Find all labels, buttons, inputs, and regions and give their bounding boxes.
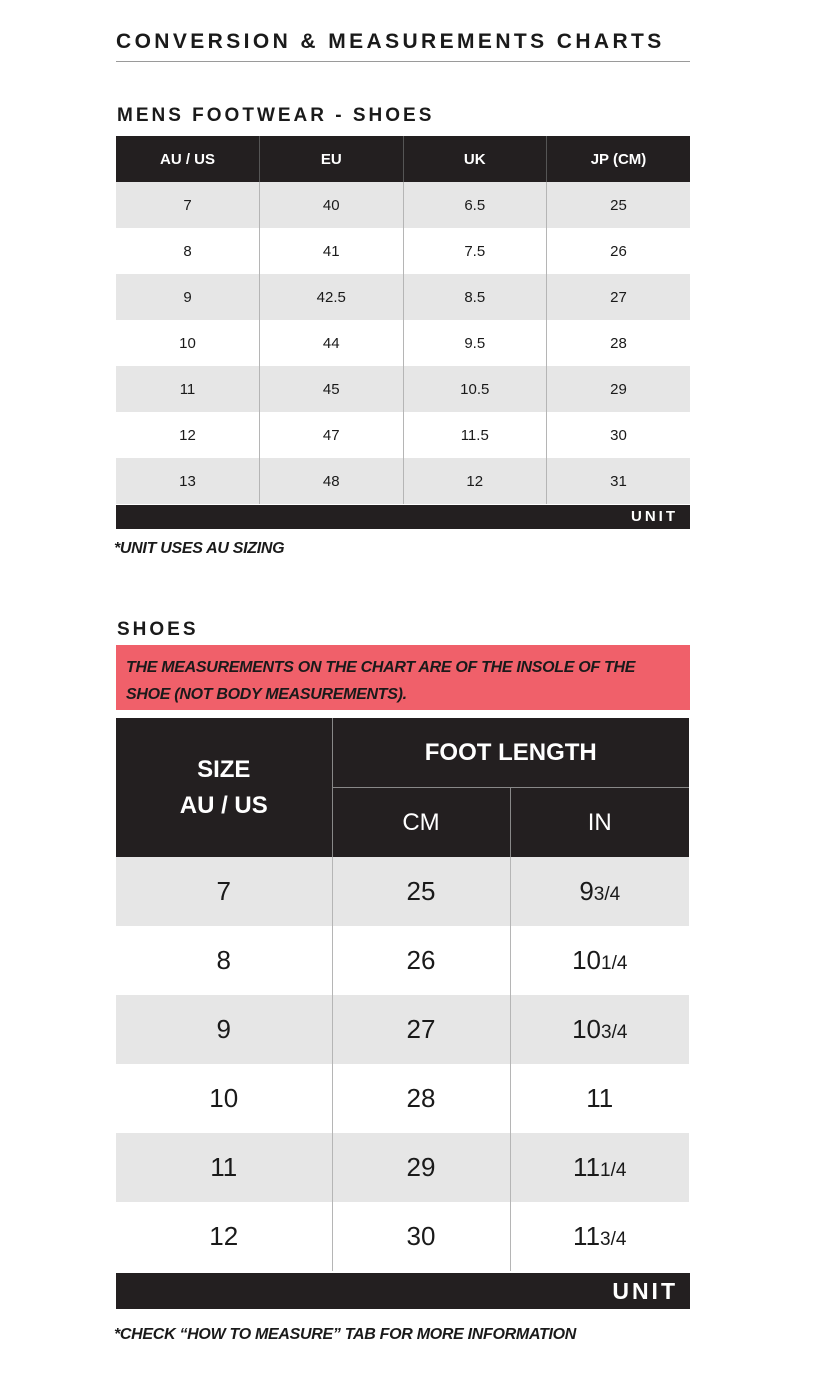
cell-eu: 42.5 <box>260 274 404 320</box>
table-row <box>116 995 689 1064</box>
table-row <box>116 1202 689 1271</box>
brand-logo: UNIT <box>612 1278 678 1304</box>
cell-uk: 12 <box>403 458 547 504</box>
cell-size: 8 <box>116 926 332 995</box>
insole-warning-banner: THE MEASUREMENTS ON THE CHART ARE OF THE INSOLE OF THE SHOE (NOT BODY MEASUREMENTS). <box>116 645 690 710</box>
cell-uk: 9.5 <box>403 320 547 366</box>
in-fraction: 1/4 <box>600 1160 627 1181</box>
size-header-line1: SIZE <box>197 755 251 783</box>
cell-in <box>510 1202 689 1271</box>
cell-in <box>510 857 689 926</box>
cell-au-us: 11 <box>116 366 260 412</box>
how-to-measure-note: *CHECK “HOW TO MEASURE” TAB FOR MORE INFORMATION <box>114 1326 577 1343</box>
in-whole: 10 <box>572 1014 601 1044</box>
table-row <box>116 926 689 995</box>
in-fraction: 3/4 <box>593 884 621 905</box>
measurements-footer-bar <box>116 1273 690 1309</box>
foot-length-table <box>116 718 689 1271</box>
cell-size: 9 <box>116 995 332 1064</box>
table-row <box>116 366 690 412</box>
col-header-au-us: AU / US <box>116 136 260 182</box>
cell-au-us: 13 <box>116 458 260 504</box>
cell-uk: 7.5 <box>403 228 547 274</box>
cell-in <box>510 1133 689 1202</box>
table-row <box>116 1133 689 1202</box>
cell-jp: 28 <box>547 320 691 366</box>
conversion-footer-bar <box>116 505 690 529</box>
cell-jp: 30 <box>547 412 691 458</box>
cell-eu: 45 <box>260 366 404 412</box>
cell-au-us: 7 <box>116 182 260 228</box>
col-header-uk: UK <box>403 136 547 182</box>
cell-au-us: 9 <box>116 274 260 320</box>
cell-au-us: 8 <box>116 228 260 274</box>
in-whole: 11 <box>586 1083 614 1113</box>
cell-uk: 10.5 <box>403 366 547 412</box>
cell-cm: 30 <box>332 1202 510 1271</box>
cell-uk: 6.5 <box>403 182 547 228</box>
in-fraction: 3/4 <box>600 1229 627 1250</box>
table-row <box>116 412 690 458</box>
col-header-jp: JP (CM) <box>547 136 691 182</box>
cell-jp: 26 <box>547 228 691 274</box>
table-row <box>116 228 690 274</box>
table-row <box>116 182 690 228</box>
cell-size: 7 <box>116 857 332 926</box>
col-header-size <box>116 718 332 857</box>
measurements-section-title: SHOES <box>117 619 199 640</box>
table-row <box>116 857 689 926</box>
title-divider <box>116 61 690 62</box>
table-row <box>116 274 690 320</box>
brand-logo: UNIT <box>631 508 678 525</box>
in-whole: 11 <box>573 1221 601 1251</box>
cell-jp: 27 <box>547 274 691 320</box>
sizing-note: *UNIT USES AU SIZING <box>114 540 285 557</box>
conversion-table <box>116 136 690 504</box>
cell-size: 10 <box>116 1064 332 1133</box>
conversion-header-row <box>116 136 690 182</box>
cell-in <box>510 1064 689 1133</box>
cell-eu: 48 <box>260 458 404 504</box>
cell-in <box>510 995 689 1064</box>
cell-jp: 25 <box>547 182 691 228</box>
table-row <box>116 320 690 366</box>
col-header-foot-length: FOOT LENGTH <box>332 718 689 788</box>
cell-au-us: 12 <box>116 412 260 458</box>
cell-jp: 31 <box>547 458 691 504</box>
table-row <box>116 1064 689 1133</box>
cell-size: 12 <box>116 1202 332 1271</box>
cell-uk: 8.5 <box>403 274 547 320</box>
col-header-in: IN <box>510 788 689 858</box>
measurement-header-row <box>116 718 689 788</box>
cell-eu: 41 <box>260 228 404 274</box>
in-fraction: 1/4 <box>601 953 628 974</box>
cell-in <box>510 926 689 995</box>
cell-cm: 27 <box>332 995 510 1064</box>
col-header-cm: CM <box>332 788 510 858</box>
in-whole: 10 <box>572 945 601 975</box>
in-fraction: 3/4 <box>601 1022 628 1043</box>
in-whole: 11 <box>573 1152 601 1182</box>
cell-cm: 25 <box>332 857 510 926</box>
cell-cm: 26 <box>332 926 510 995</box>
cell-uk: 11.5 <box>403 412 547 458</box>
in-whole: 9 <box>579 876 594 906</box>
cell-eu: 40 <box>260 182 404 228</box>
size-header-line2: AU / US <box>179 791 268 819</box>
page-title: CONVERSION & MEASUREMENTS CHARTS <box>116 30 665 53</box>
cell-jp: 29 <box>547 366 691 412</box>
cell-size: 11 <box>116 1133 332 1202</box>
col-header-eu: EU <box>260 136 404 182</box>
cell-eu: 47 <box>260 412 404 458</box>
conversion-section-title: MENS FOOTWEAR - SHOES <box>117 105 435 126</box>
cell-au-us: 10 <box>116 320 260 366</box>
cell-cm: 29 <box>332 1133 510 1202</box>
table-row <box>116 458 690 504</box>
cell-cm: 28 <box>332 1064 510 1133</box>
cell-eu: 44 <box>260 320 404 366</box>
